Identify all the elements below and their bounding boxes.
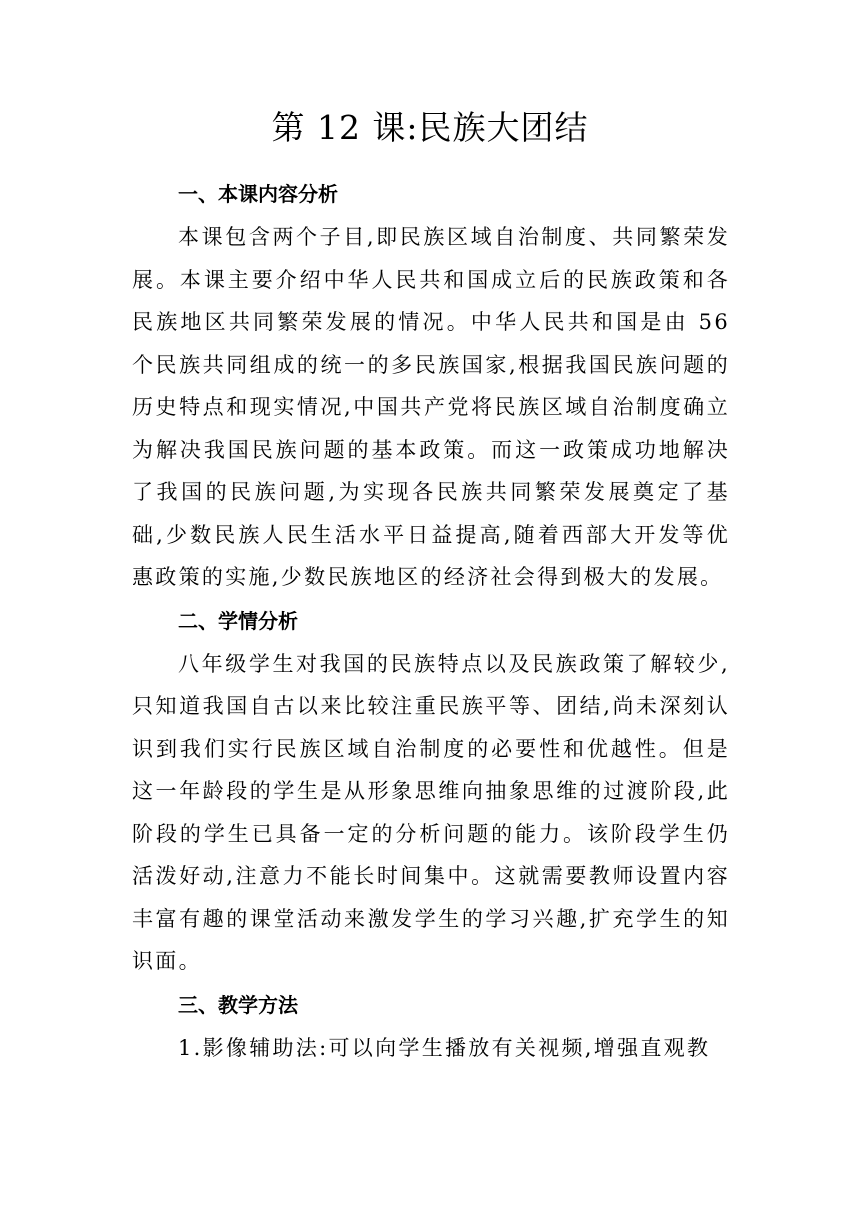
section-paragraph-content-analysis: 本课包含两个子目,即民族区域自治制度、共同繁荣发展。本课主要介绍中华人民共和国成立后的民族政策和各民族地区共同繁荣发展的情况。中华人民共和国是由 56 个民族共同组成的统一的多民族国家,根据我国民族问题的历史特点和现实情况,中国共产党将民族区域自治制度确立为解决我国民族问题的基本政策。而这一政策成功地解决了我国的民族问题,为实现各民族共同繁荣发展奠定了基础,少数民族人民生活水平日益提高,随着西部大开发等优惠政策的实施,少数民族地区的经济社会得到极大的发展。 bbox=[132, 225, 730, 589]
document-body bbox=[132, 172, 730, 1069]
page-title: 第 12 课:民族大团结 bbox=[271, 108, 589, 147]
section-heading-teaching-methods: 三、教学方法 bbox=[178, 992, 298, 1017]
section-paragraph-teaching-methods: 1.影像辅助法:可以向学生播放有关视频,增强直观教 bbox=[178, 1035, 711, 1060]
section-heading-student-analysis: 二、学情分析 bbox=[178, 608, 298, 633]
section-heading-content-analysis: 一、本课内容分析 bbox=[178, 182, 338, 206]
section-paragraph-student-analysis: 八年级学生对我国的民族特点以及民族政策了解较少,只知道我国自古以来比较注重民族平等、团结,尚未深刻认识到我们实行民族区域自治制度的必要性和优越性。但是这一年龄段的学生是从形象思维向抽象思维的过渡阶段,此阶段的学生已具备一定的分析问题的能力。该阶段学生仍活泼好动,注意力不能长时间集中。这就需要教师设置内容丰富有趣的课堂活动来激发学生的学习兴趣,扩充学生的知识面。 bbox=[132, 651, 730, 973]
